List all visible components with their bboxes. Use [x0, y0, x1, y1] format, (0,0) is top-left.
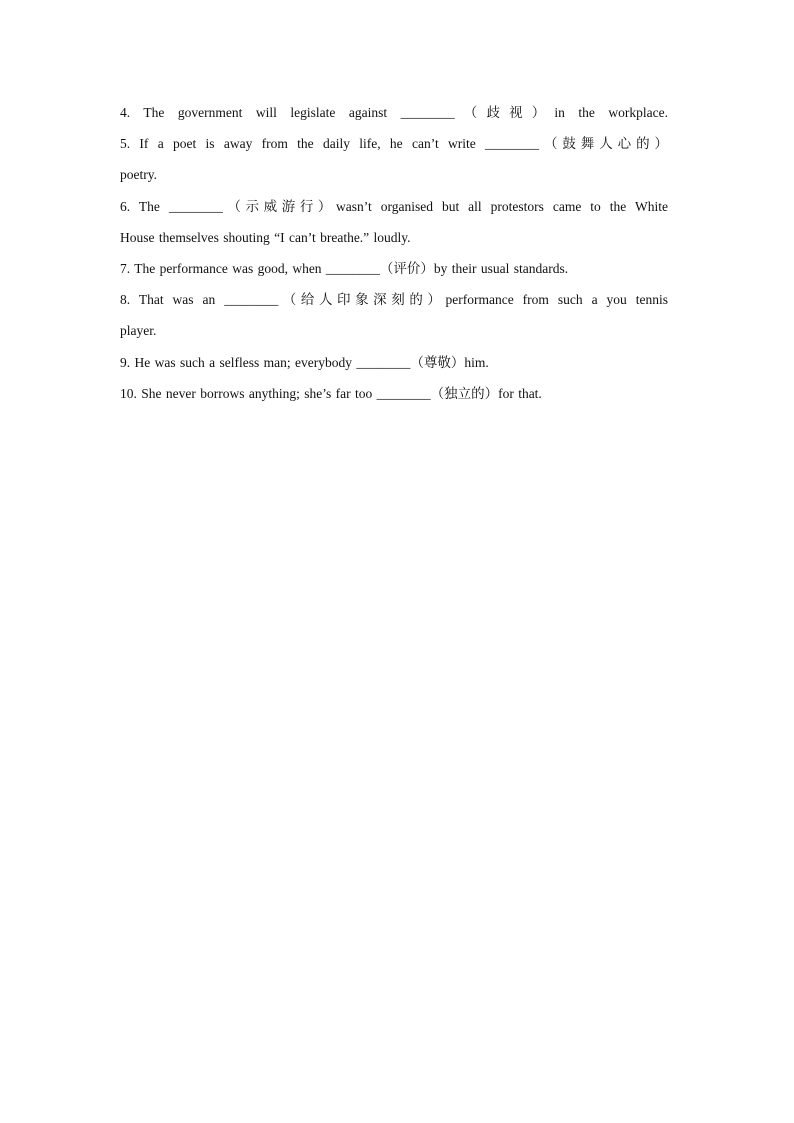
exercise-line-10: 10. She never borrows anything; she’s far too ________（独立的）for that. — [120, 385, 542, 401]
exercise-line-5a: 5. If a poet is away from the daily life, he can’t write ________（鼓舞人心的） — [120, 136, 668, 152]
exercise-line-7: 7. The performance was good, when ________（评价）by their usual standards. — [120, 260, 569, 276]
exercise-line-5b: poetry. — [120, 167, 157, 183]
exercise-list — [120, 97, 668, 409]
exercise-line-9: 9. He was such a selfless man; everybody ________（尊敬）him. — [120, 354, 489, 370]
exercise-line-4: 4. The government will legislate against ________（歧视）in the workplace. — [120, 105, 668, 120]
exercise-line-6b: House themselves shouting “I can’t breathe.” loudly. — [120, 229, 411, 245]
exercise-line-8b: player. — [120, 323, 157, 339]
exercise-line-6a: 6. The ________（示威游行）wasn’t organised but all protestors came to the White — [120, 198, 668, 214]
exercise-line-8a: 8. That was an ________（给人印象深刻的）performance from such a you tennis — [120, 292, 668, 308]
